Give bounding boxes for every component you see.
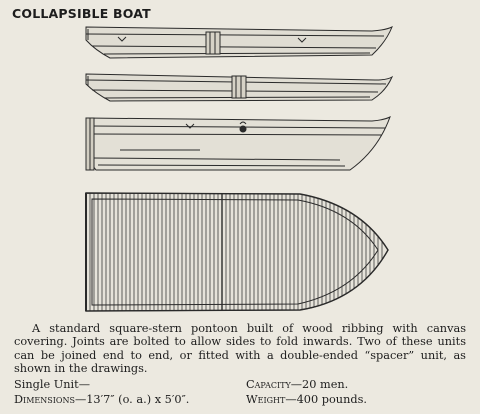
side-view-2 xyxy=(86,74,392,101)
specifications xyxy=(14,377,466,407)
description-paragraph: A standard square-stern pontoon built of wood ribbing with canvas covering. Joints are bolted to allow sides to fold inwards. Two of these units can be joined end to end, or fitted with a double-ended “spacer” unit, as shown in the drawings. xyxy=(14,322,466,376)
page-title: COLLAPSIBLE BOAT xyxy=(12,6,151,21)
dimensions-value: —13′7″ (o. a.) x 5′0″. xyxy=(74,393,190,406)
single-unit-label: Single Unit— xyxy=(14,378,90,391)
dimensions-label: Dimensions xyxy=(14,393,75,406)
capacity-spec xyxy=(246,377,348,392)
side-view-3 xyxy=(86,117,390,170)
weight-spec xyxy=(246,392,367,407)
weight-value: —400 pounds. xyxy=(285,393,367,406)
dimensions-spec xyxy=(14,392,246,407)
capacity-label: Capacity xyxy=(246,378,291,391)
capacity-value: —20 men. xyxy=(290,378,349,391)
side-view-1 xyxy=(86,27,392,58)
plan-view xyxy=(86,190,388,315)
weight-label: Weight xyxy=(246,393,286,406)
